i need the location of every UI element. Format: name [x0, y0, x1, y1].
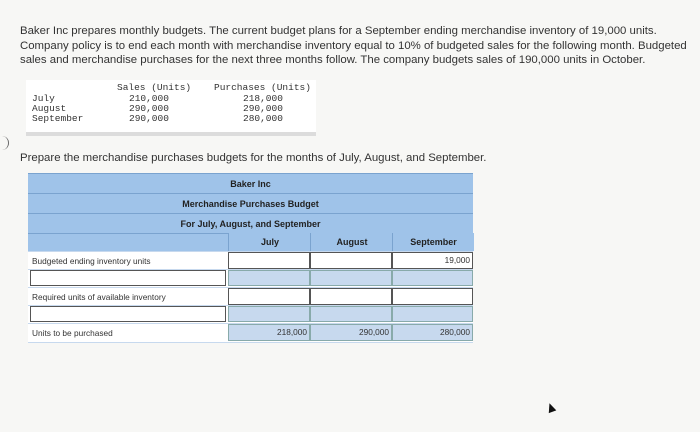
question-marker-icon	[2, 136, 9, 150]
company-header: Baker Inc	[28, 173, 473, 194]
sales-header: Sales (Units)	[117, 82, 192, 93]
august-required-units-input[interactable]	[310, 288, 392, 305]
given-data-table	[26, 80, 316, 135]
month-label: August	[32, 103, 67, 114]
row-label: Units to be purchased	[32, 328, 113, 338]
september-ending-inventory-input[interactable]: 19,000	[392, 252, 473, 269]
purchases-header: Purchases (Units)	[214, 82, 311, 93]
row-label: Budgeted ending inventory units	[32, 256, 151, 266]
row-2-label-input[interactable]	[30, 270, 226, 286]
july-row-2-input[interactable]	[228, 270, 310, 286]
september-row-4-input[interactable]	[392, 306, 473, 322]
column-header-august: August	[310, 233, 393, 251]
purchases-value: 290,000	[243, 103, 283, 114]
budget-period: For July, August, and September	[28, 213, 473, 234]
sales-value: 290,000	[129, 113, 169, 124]
september-units-purchased: 280,000	[392, 324, 473, 341]
problem-statement: Baker Inc prepares monthly budgets. The current budget plans for a September ending merchandise inventory of 19,000 units. Company policy is to end each month with merchandise inventory equal to 10% of budgeted sales for the following month. Budgeted sales and merchandise purchases for the next three months follow. The company budgets sales of 190,000 units in October.	[20, 25, 687, 66]
september-row-2-input[interactable]	[392, 270, 473, 286]
purchases-value: 280,000	[243, 113, 283, 124]
question-prompt: Prepare the merchandise purchases budgets for the months of July, August, and September.	[20, 152, 487, 164]
august-ending-inventory-input[interactable]	[310, 252, 392, 269]
august-row-2-input[interactable]	[310, 270, 392, 286]
august-row-4-input[interactable]	[310, 306, 392, 322]
july-required-units-input[interactable]	[228, 288, 310, 305]
september-required-units-input[interactable]	[392, 288, 473, 305]
mouse-cursor-icon	[546, 402, 557, 413]
row-label: Required units of available inventory	[32, 292, 166, 302]
column-header-september: September	[392, 233, 474, 251]
sales-value: 210,000	[129, 93, 169, 104]
august-units-purchased: 290,000	[310, 324, 392, 341]
sales-value: 290,000	[129, 103, 169, 114]
table-underline	[26, 132, 316, 136]
row-4-label-input[interactable]	[30, 306, 226, 322]
july-units-purchased: 218,000	[228, 324, 310, 341]
month-label: July	[32, 93, 55, 104]
july-row-4-input[interactable]	[228, 306, 310, 322]
budget-title: Merchandise Purchases Budget	[28, 193, 473, 214]
month-label: September	[32, 113, 84, 124]
purchases-value: 218,000	[243, 93, 283, 104]
column-header-july: July	[228, 233, 311, 251]
july-ending-inventory-input[interactable]	[228, 252, 310, 269]
